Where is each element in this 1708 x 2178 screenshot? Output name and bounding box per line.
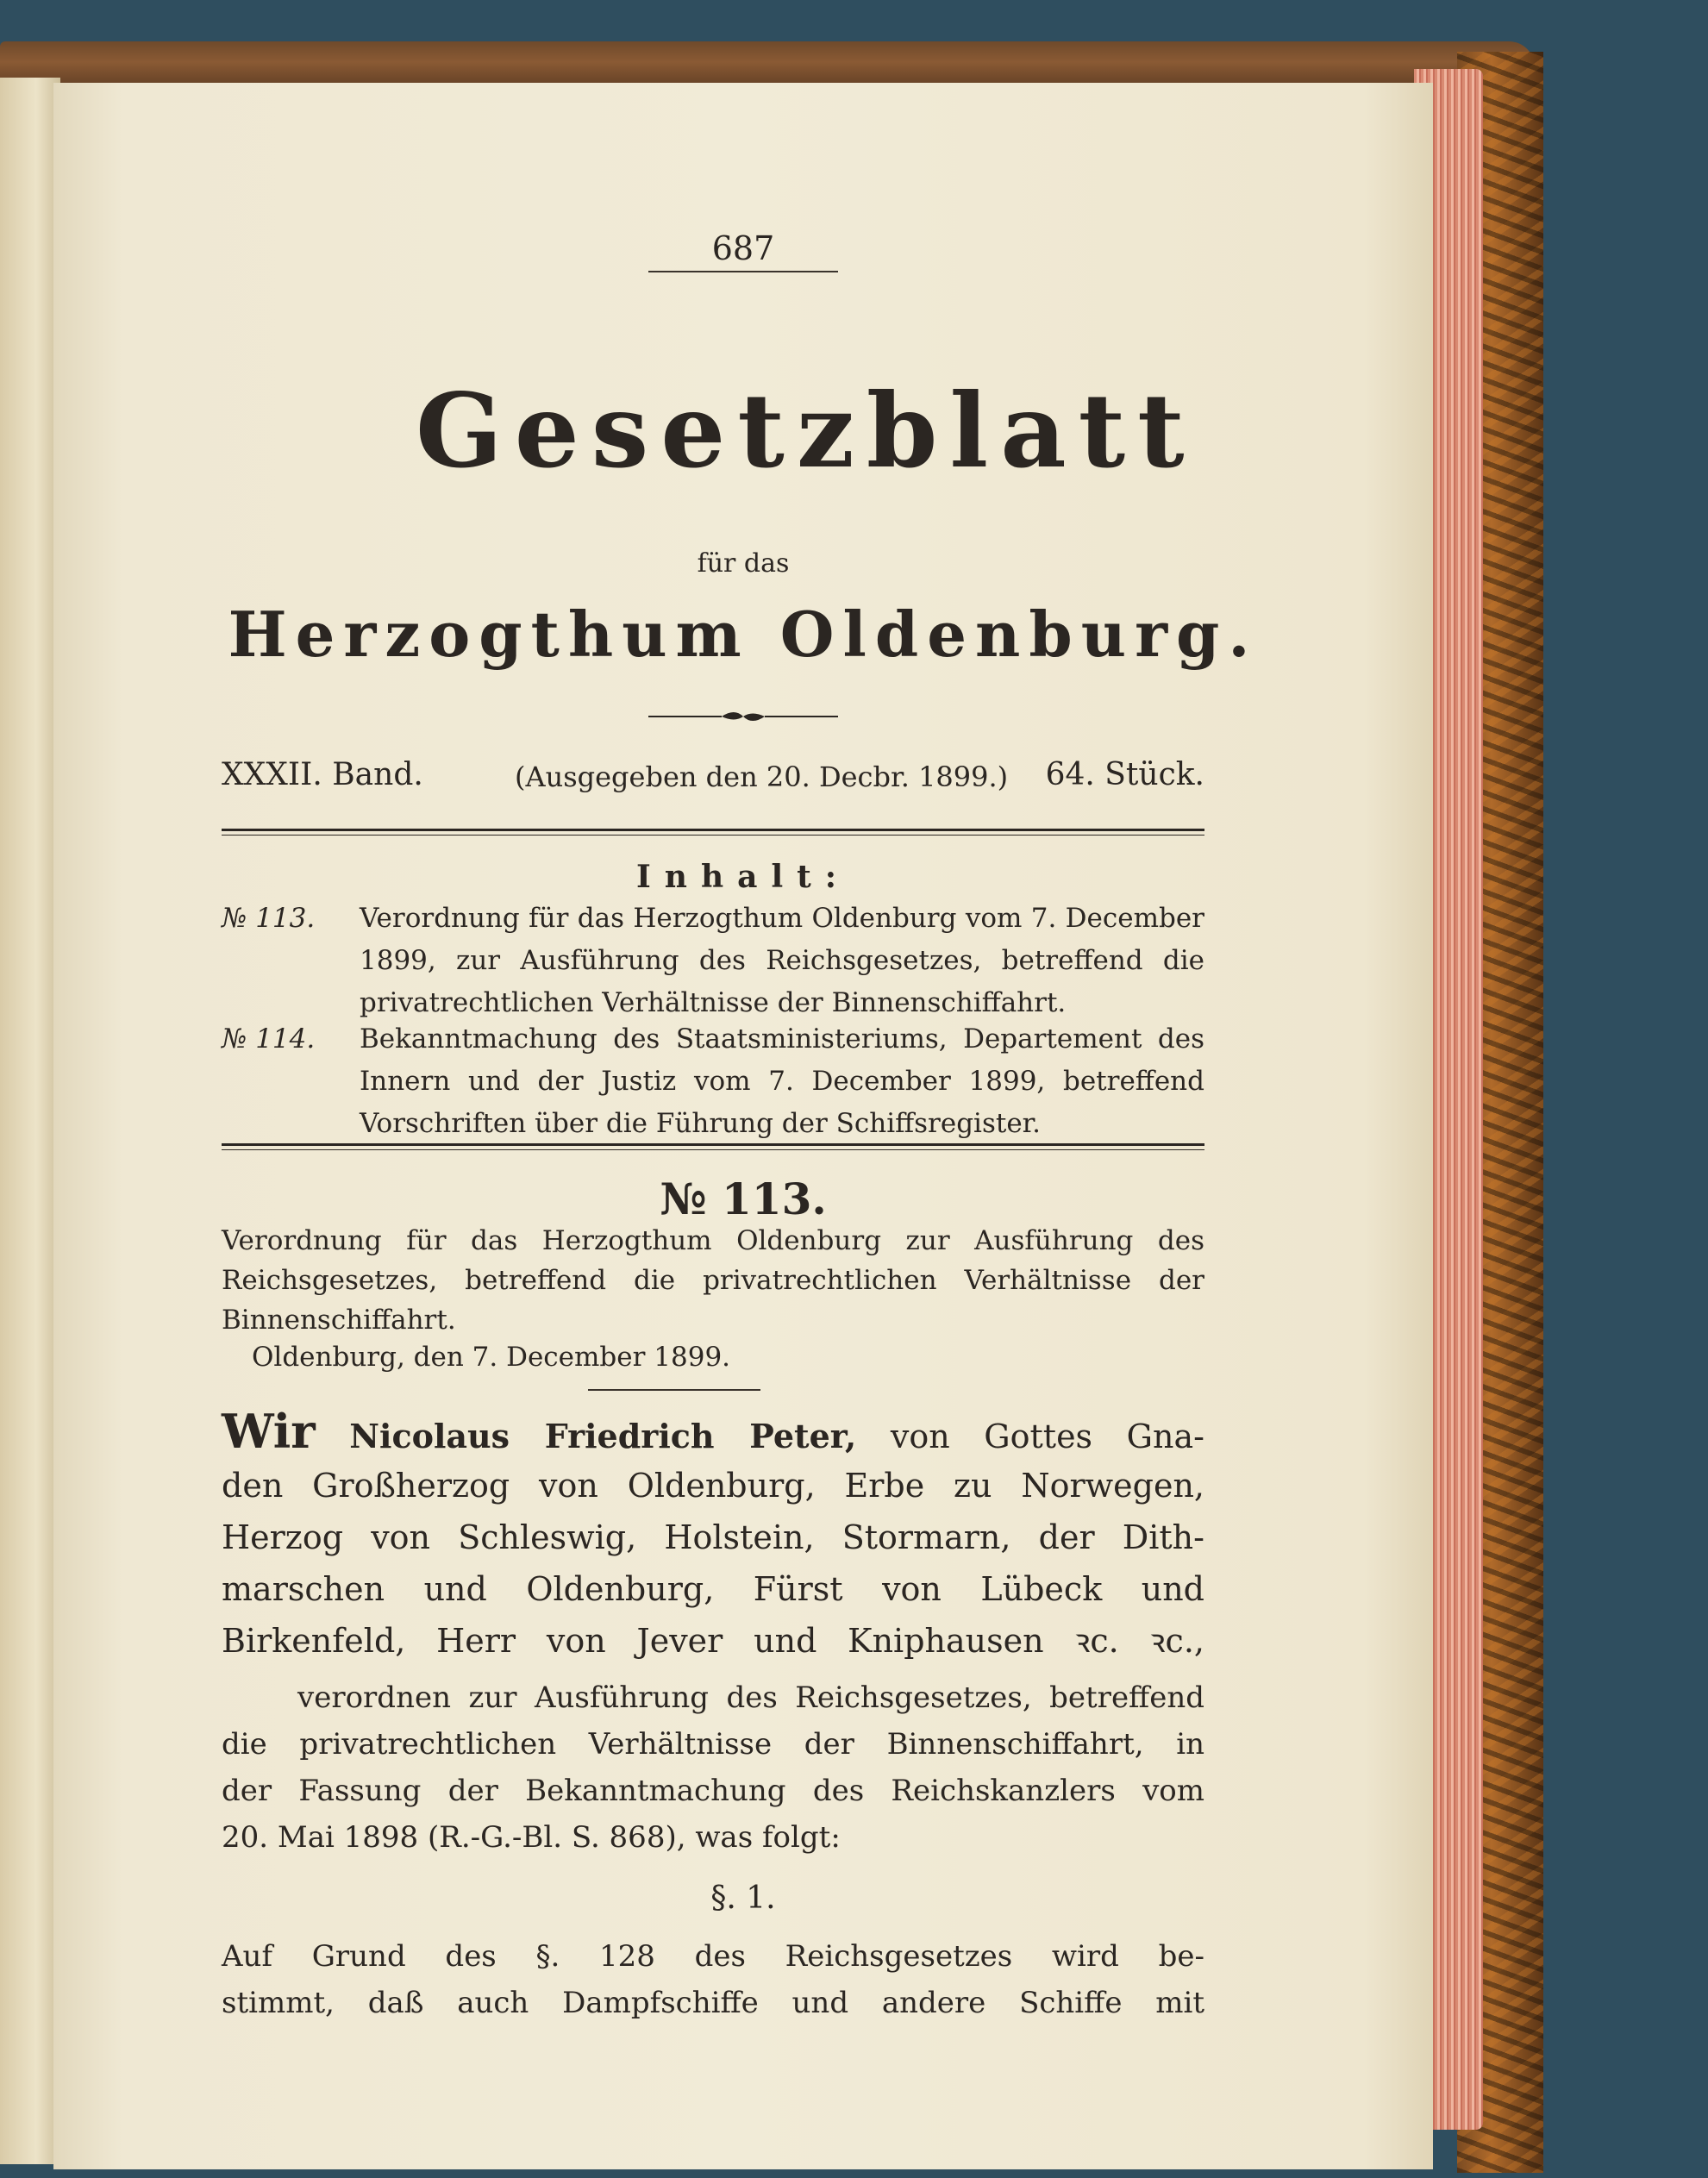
double-rule: [222, 829, 1204, 836]
toc-entry-number: № 113.: [222, 903, 316, 934]
body-line: Auf Grund des §. 128 des Reichsgesetzes wird be-: [222, 1939, 1204, 1974]
document-page: [53, 83, 1433, 2169]
page-title: Gesetzblatt: [416, 371, 1197, 491]
body-line: stimmt, daß auch Dampfschiffe und andere Schiffe mit: [222, 1986, 1204, 2020]
body-line: 20. Mai 1898 (R.-G.-Bl. S. 868), was folgt:: [222, 1820, 841, 1855]
section-rule: [588, 1389, 760, 1391]
piece-number: 64. Stück.: [1045, 757, 1204, 792]
body-line: die privatrechtlichen Verhältnisse der Binnenschiffahrt, in: [222, 1727, 1204, 1762]
body-line: der Fassung der Bekanntmachung des Reichskanzlers vom: [222, 1774, 1204, 1808]
ordinance-title: Verordnung für das Herzogthum Oldenburg zur Ausführung des Reichsgesetzes, betreffend die privatrechtlichen Verhältnisse der Binnenschiffahrt.: [222, 1225, 1204, 1336]
sovereign-name: Nicolaus Friedrich Peter,: [349, 1417, 857, 1455]
ornament-divider: [648, 704, 838, 729]
toc-entry: [222, 1018, 1204, 1148]
facing-page-edge: [0, 78, 60, 2164]
body-line: [222, 1406, 1204, 1461]
page-number: 687: [711, 229, 775, 267]
body-line: marschen und Oldenburg, Fürst von Lübeck und: [222, 1570, 1204, 1608]
ordinance-place-date: Oldenburg, den 7. December 1899.: [252, 1342, 731, 1373]
header-rule: [648, 271, 838, 272]
title-connector: für das: [697, 548, 790, 579]
body-initial-word: Wir: [222, 1404, 316, 1459]
body-line: Birkenfeld, Herr von Jever und Kniphausen ꝛc. ꝛc.,: [222, 1622, 1204, 1660]
toc-entry-text: Bekanntmachung des Staatsministeriums, Departement des Innern und der Justiz vom 7. December 1899, betreffend Vorschriften über die Führung der Schiffsregister.: [360, 1023, 1204, 1139]
body-line: den Großherzog von Oldenburg, Erbe zu Norwegen,: [222, 1467, 1204, 1505]
toc-entry-text: Verordnung für das Herzogthum Oldenburg vom 7. December 1899, zur Ausführung des Reichsgesetzes, betreffend die privatrechtlichen Verhältnisse der Binnenschiffahrt.: [360, 903, 1204, 1018]
body-line: verordnen zur Ausführung des Reichsgesetzes, betreffend: [297, 1680, 1204, 1715]
section-number: № 113.: [660, 1173, 827, 1224]
toc-entry: [222, 898, 1204, 1027]
volume-label: XXXII. Band.: [222, 757, 423, 792]
toc-heading: Inhalt:: [635, 859, 851, 895]
paragraph-sign: §. 1.: [710, 1881, 776, 1916]
issue-date: (Ausgegeben den 20. Decbr. 1899.): [515, 760, 1009, 793]
issue-info: [222, 757, 1204, 800]
body-text-span: von Gottes Gna-: [890, 1418, 1204, 1455]
page-subtitle: Herzogthum Oldenburg.: [228, 598, 1259, 671]
body-line: Herzog von Schleswig, Holstein, Stormarn, der Dith-: [222, 1518, 1204, 1556]
toc-entry-number: № 114.: [222, 1023, 316, 1055]
double-rule: [222, 1143, 1204, 1150]
